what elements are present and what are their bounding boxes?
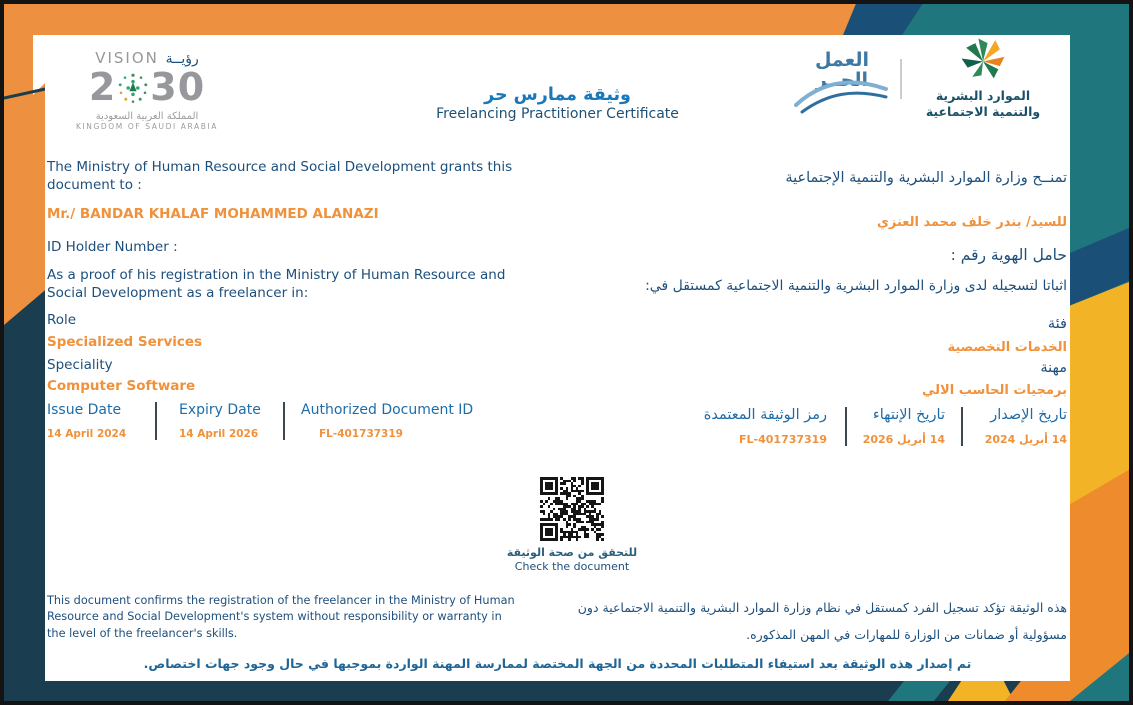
profession-label-ar: مهنة [1040, 360, 1067, 376]
issue-date-value-ar: 14 أبريل 2024 [984, 433, 1067, 446]
certificate-title-ar: وثيقة ممارس حر [484, 85, 631, 105]
footer-statement-ar: تم إصدار هذه الوثيقة بعد استيفاء المتطلبات المحددة من الجهة المختصة لممارسة المهنة الواردة بموجبها في حال وجود جهات اختصاص. [143, 656, 972, 671]
dates-row-en [47, 402, 525, 440]
id-holder-label-ar: حامل الهوية رقم : [950, 246, 1067, 264]
vision-wordmark [57, 50, 237, 67]
role-value-en: Specialized Services [47, 334, 203, 350]
issue-date-value-en: 14 April 2024 [47, 428, 127, 440]
qr-caption-en: Check the document [514, 560, 630, 573]
role-label-en: Role [47, 312, 77, 328]
issue-date-label-ar: تاريخ الإصدار [990, 407, 1067, 423]
document-id-en [283, 402, 483, 440]
expiry-date-label-ar: تاريخ الإنتهاء [872, 407, 945, 423]
expiry-date-label-en: Expiry Date [179, 402, 261, 418]
qr-caption-ar: للتحقق من صحة الوثيقة [506, 546, 638, 559]
vision-word-ar: رؤيــة [165, 51, 199, 67]
issue-date-ar [963, 407, 1067, 446]
expiry-date-en [155, 402, 283, 440]
holder-name-en: Mr./ BANDAR KHALAF MOHAMMED ALANAZI [47, 206, 379, 222]
footer-note-ar: هذه الوثيقة تؤكد تسجيل الفرد كمستقل في نظام وزارة الموارد البشرية والتنمية الاجتماعية دون مسؤولية أو ضمانات من الوزارة للمهارات في المهن المذكوره. [577, 600, 1067, 642]
vision-word-en: VISION [95, 49, 159, 67]
dates-row-ar [602, 407, 1067, 446]
issue-date-en [47, 402, 155, 440]
speciality-value-en: Computer Software [47, 378, 196, 394]
document-id-ar [690, 407, 847, 446]
qr-code [540, 477, 604, 541]
speciality-label-en: Speciality [47, 357, 113, 373]
category-value-ar: الخدمات التخصصية [947, 340, 1067, 355]
document-id-label-ar: رمز الوثيقة المعتمدة [703, 407, 827, 423]
qr-block [457, 477, 687, 573]
grants-text-ar: تمنــح وزارة الموارد البشرية والتنمية الإجتماعية [785, 170, 1067, 186]
vision-kingdom-en: KINGDOM OF SAUDI ARABIA [75, 122, 219, 132]
vision-year: 2 30 [88, 65, 206, 110]
ministry-star-icon [960, 37, 1006, 83]
certificate-card [45, 35, 1070, 681]
freelance-word-1: العمل [814, 49, 870, 71]
id-holder-label-en: ID Holder Number : [47, 239, 178, 255]
category-label-ar: فئة [1047, 316, 1067, 332]
document-id-label-en: Authorized Document ID [301, 402, 474, 418]
ministry-name-ar: الموارد البشرية والتنمية الاجتماعية [925, 88, 1041, 120]
expiry-date-value-ar: 14 أبريل 2026 [862, 433, 945, 446]
profession-value-ar: برمجيات الحاسب الالي [922, 383, 1067, 398]
document-id-value-ar: FL-401737319 [739, 433, 827, 446]
freelance-word-2: الحــر [815, 68, 869, 91]
vision-kingdom-ar: المملكة العربية السعودية [95, 111, 199, 123]
certificate-title-en: Freelancing Practitioner Certificate [436, 106, 679, 122]
proof-text-en: As a proof of his registration in the Ministry of Human Resource and Social Development as a freelancer in: [47, 267, 506, 302]
proof-text-ar: اثباتا لتسجيله لدى وزارة الموارد البشرية والتنمية الاجتماعية كمستقل في: [645, 278, 1067, 294]
footer-note-en: This document confirms the registration of the freelancer in the Ministry of Human Resource and Social Development's system without responsibility or warranty in the level of the freelancer's skills. [47, 594, 515, 640]
expiry-date-ar [847, 407, 963, 446]
issue-date-label-en: Issue Date [47, 402, 122, 418]
expiry-date-value-en: 14 April 2026 [179, 428, 259, 440]
holder-name-ar: للسيد/ بندر خلف محمد العنزي [876, 215, 1067, 230]
grants-text-en: The Ministry of Human Resource and Social Development grants this document to : [47, 159, 513, 194]
document-id-value-en: FL-401737319 [319, 428, 403, 440]
